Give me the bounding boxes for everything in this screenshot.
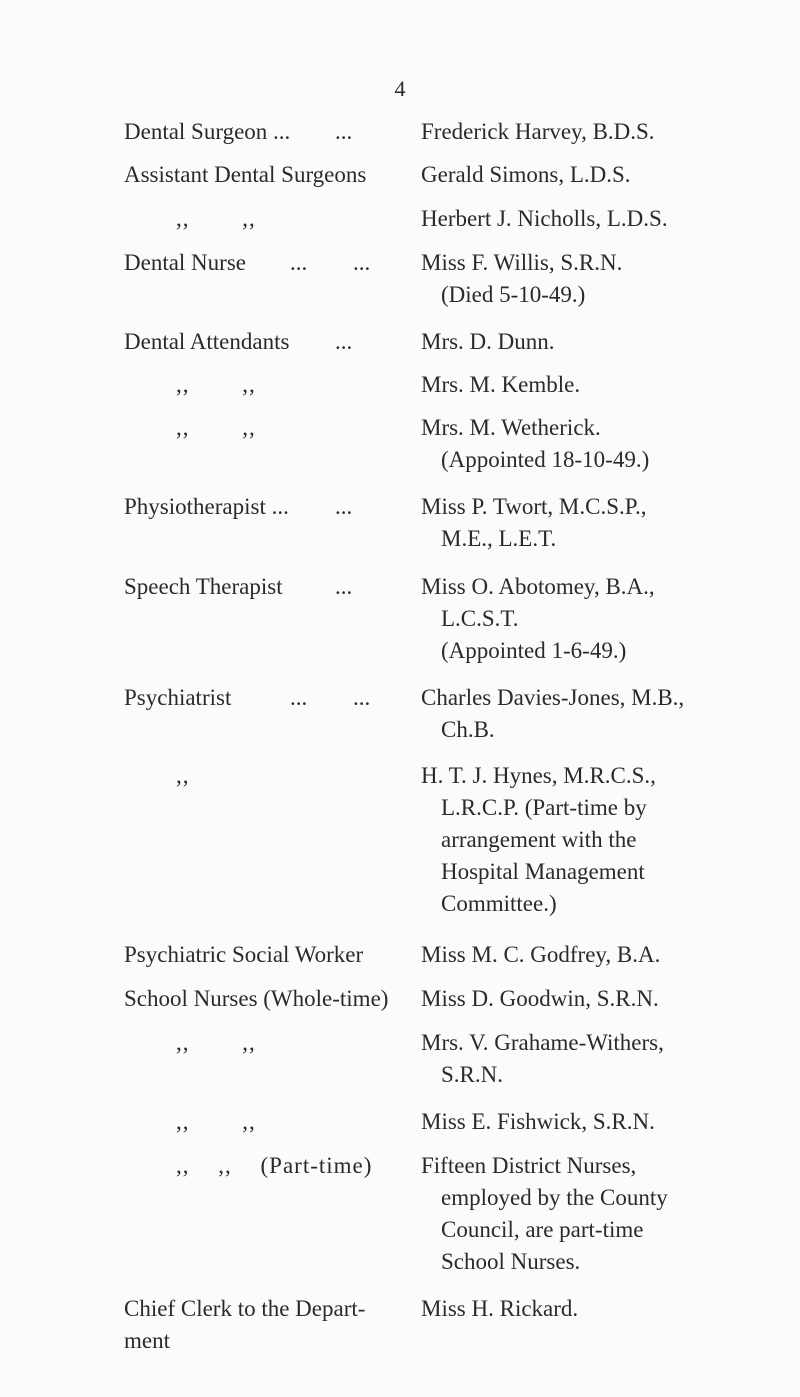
person-line: Committee.): [441, 891, 557, 916]
person-line: (Died 5-10-49.): [441, 282, 586, 307]
person-line: Herbert J. Nicholls, L.D.S.: [421, 206, 668, 231]
person-line: School Nurses.: [441, 1249, 581, 1274]
ditto-mark: ,, ,, (Part-time): [176, 1153, 373, 1178]
person-line: M.E., L.E.T.: [441, 526, 557, 551]
ditto-mark: ,, ,,: [176, 415, 256, 440]
person-line: Miss O. Abotomey, B.A.,: [421, 574, 655, 599]
ditto-mark: ,,: [176, 763, 190, 788]
person-line: Ch.B.: [441, 717, 495, 742]
person-line: L.C.S.T.: [441, 606, 519, 631]
role-line: Chief Clerk to the Depart-: [124, 1296, 366, 1321]
person-line: Mrs. D. Dunn.: [421, 329, 555, 354]
person-line: (Appointed 18-10-49.): [441, 447, 650, 472]
person-name: [421, 369, 751, 401]
role-label: Physiotherapist ...: [124, 494, 289, 519]
page-number: 4: [394, 76, 406, 101]
person-name: [421, 760, 751, 920]
role-label: School Nurses (Whole-time): [124, 986, 389, 1011]
person-name: [421, 247, 751, 311]
role-label: Dental Surgeon ...: [124, 119, 291, 144]
person-line: Miss P. Twort, M.C.S.P.,: [421, 494, 647, 519]
person-line: H. T. J. Hynes, M.R.C.S.,: [421, 763, 656, 788]
person-name: [421, 491, 751, 555]
leader-dots: ... ...: [290, 685, 371, 710]
person-line: Council, are part-time: [441, 1217, 644, 1242]
person-name: [421, 1150, 751, 1278]
ditto-mark: ,, ,,: [176, 1030, 256, 1055]
person-line: Miss H. Rickard.: [421, 1296, 579, 1321]
person-name: [421, 1293, 751, 1325]
person-name: [421, 682, 751, 746]
person-line: Miss F. Willis, S.R.N.: [421, 250, 623, 275]
role-label: [124, 1293, 424, 1357]
person-name: [421, 159, 751, 191]
person-line: Charles Davies-Jones, M.B.,: [421, 685, 685, 710]
person-line: S.R.N.: [441, 1062, 503, 1087]
ditto-mark: ,, ,,: [176, 1109, 256, 1134]
person-name: [421, 326, 751, 358]
role-line: ment: [124, 1328, 170, 1353]
leader-dots: ...: [335, 329, 353, 354]
role-label: Psychiatric Social Worker: [124, 942, 364, 967]
person-name: [421, 939, 751, 971]
person-name: [421, 412, 751, 476]
person-line: Frederick Harvey, B.D.S.: [421, 119, 655, 144]
person-name: [421, 1106, 751, 1138]
person-line: Mrs. M. Kemble.: [421, 372, 581, 397]
person-line: Miss M. C. Godfrey, B.A.: [421, 942, 661, 967]
person-line: employed by the County: [441, 1185, 668, 1210]
person-line: Hospital Management: [441, 859, 645, 884]
leader-dots: ...: [335, 574, 353, 599]
person-line: arrangement with the: [441, 827, 637, 852]
role-label: Dental Nurse: [124, 250, 246, 275]
person-line: Gerald Simons, L.D.S.: [421, 162, 631, 187]
person-name: [421, 571, 751, 667]
person-line: L.R.C.P. (Part-time by: [441, 795, 647, 820]
role-label: Assistant Dental Surgeons: [124, 162, 367, 187]
ditto-mark: ,, ,,: [176, 372, 256, 397]
person-name: [421, 1027, 751, 1091]
leader-dots: ...: [335, 494, 353, 519]
person-line: Miss E. Fishwick, S.R.N.: [421, 1109, 655, 1134]
person-name: [421, 203, 751, 235]
person-line: Mrs. V. Grahame-Withers,: [421, 1030, 664, 1055]
person-name: [421, 983, 751, 1015]
role-label: Speech Therapist: [124, 574, 283, 599]
person-line: (Appointed 1-6-49.): [441, 638, 627, 663]
role-label: Dental Attendants: [124, 329, 290, 354]
leader-dots: ...: [335, 119, 353, 144]
leader-dots: ... ...: [290, 250, 371, 275]
person-line: Fifteen District Nurses,: [421, 1153, 637, 1178]
ditto-mark: ,, ,,: [176, 206, 256, 231]
person-line: Mrs. M. Wetherick.: [421, 415, 601, 440]
person-name: [421, 116, 751, 148]
role-label: Psychiatrist: [124, 685, 232, 710]
person-line: Miss D. Goodwin, S.R.N.: [421, 986, 659, 1011]
